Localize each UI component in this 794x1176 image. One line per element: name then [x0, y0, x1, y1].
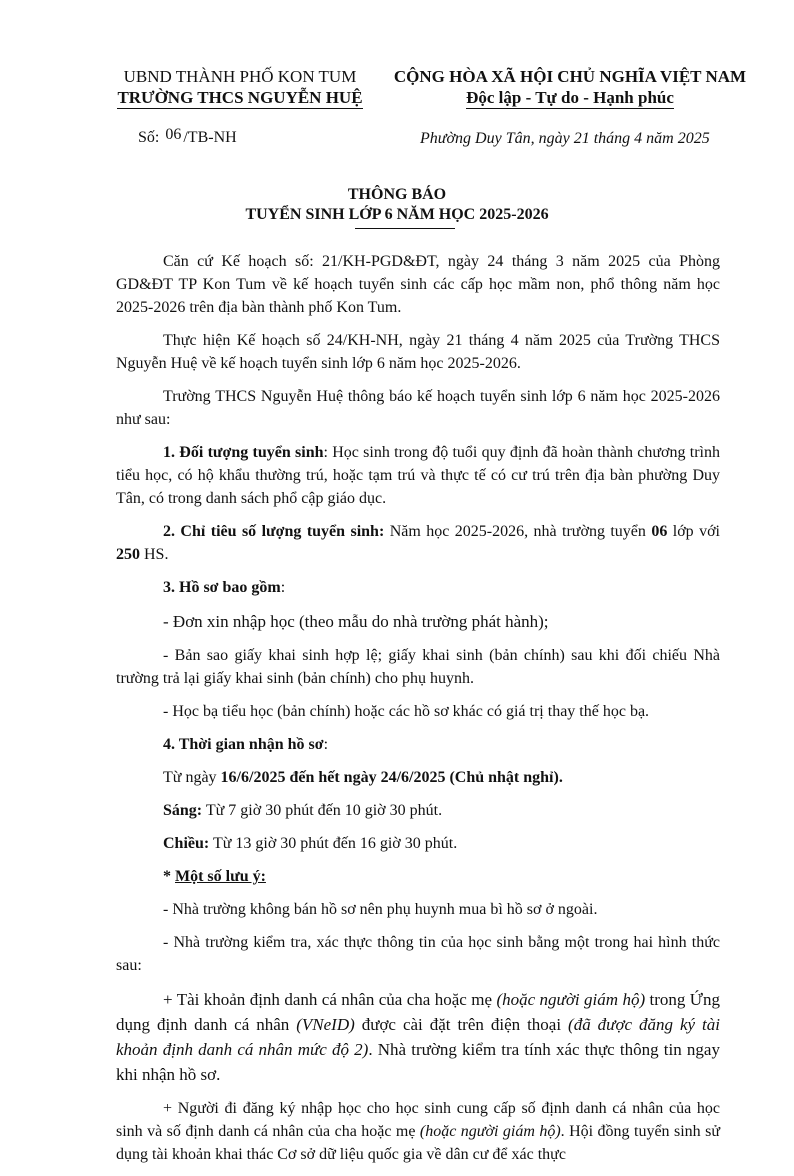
opt1-c: trong Ứng dụng định danh cá nhân	[116, 990, 721, 1034]
morning-text: Từ 7 giờ 30 phút đến 10 giờ 30 phút.	[202, 802, 443, 819]
nation-name: CỘNG HÒA XÃ HỘI CHỦ NGHĨA VIỆT NAM	[393, 67, 747, 86]
notes-heading	[116, 865, 720, 888]
afternoon-hours	[116, 832, 720, 855]
afternoon-label: Chiều:	[163, 835, 210, 852]
note-2: - Nhà trường kiểm tra, xác thực thông tin của học sinh bằng một trong hai hình thức sau:	[116, 934, 720, 974]
period-range: 16/6/2025 đến hết ngày 24/6/2025 (Chủ nhật nghỉ).	[220, 769, 563, 786]
notes-star: *	[163, 868, 175, 885]
document-body	[116, 250, 720, 1176]
doc-title: THÔNG BÁO	[347, 186, 447, 203]
notes-title: Một số lưu ý:	[175, 868, 266, 885]
school-name: TRƯỜNG THCS NGUYỄN HUỆ	[117, 88, 363, 107]
paragraph-implementation: Thực hiện Kế hoạch số 24/KH-NH, ngày 21 tháng 4 năm 2025 của Trường THCS Nguyễn Huệ về kế hoạch tuyển sinh lớp 6 năm học 2025-2026.	[116, 332, 720, 372]
section-1-text: : Học sinh trong độ tuổi quy định đã hoàn thành chương trình tiểu học, có hộ khẩu thường trú, hoặc tạm trú và thực tế có cư trú trên địa bàn phường Duy Tân, có trong danh sách phổ cập giáo dục.	[116, 444, 720, 507]
section-2-text-b: lớp với	[667, 523, 721, 540]
note-1: - Nhà trường không bán hồ sơ nên phụ huynh mua bì hồ sơ ở ngoài.	[163, 901, 598, 918]
opt1-d: (VNeID)	[296, 1015, 355, 1034]
section-eligibility	[116, 441, 720, 510]
opt1-g: . Nhà trường kiểm tra tính xác thực thông tin ngay khi nhận hồ sơ.	[116, 1040, 720, 1084]
section-4-colon: :	[323, 736, 329, 753]
doc-no-suffix: /TB-NH	[183, 129, 237, 146]
doc-no: 06	[165, 126, 182, 143]
section-time	[116, 733, 720, 756]
opt2-b: (hoặc người giám hộ)	[419, 1123, 561, 1140]
receiving-period	[116, 766, 720, 789]
section-4-heading: 4. Thời gian nhận hồ sơ	[163, 736, 324, 753]
opt2-a: + Người đi đăng ký nhập học cho học sinh cung cấp số định danh cá nhân của học sinh và số định danh cá nhân của cha hoặc mẹ	[116, 1100, 720, 1140]
opt1-f: (đã được đăng ký tài khoản định danh cá nhân mức độ 2)	[116, 1015, 720, 1059]
morning-hours	[116, 799, 720, 822]
doc-no-label: Số:	[138, 129, 160, 146]
header-right	[382, 66, 758, 109]
period-from: Từ ngày	[163, 769, 221, 786]
document-number	[138, 126, 237, 147]
section-2-text-c: HS.	[140, 546, 169, 563]
document-item-2: - Bản sao giấy khai sinh hợp lệ; giấy khai sinh (bản chính) sau khi đối chiếu Nhà trường trả lại giấy khai sinh (bản chính) cho phụ huynh.	[116, 647, 720, 687]
section-3-heading: 3. Hồ sơ bao gồm	[163, 579, 281, 596]
section-3-colon: :	[280, 579, 286, 596]
section-1-heading: 1. Đối tượng tuyển sinh	[163, 444, 324, 461]
opt1-a: + Tài khoản định danh cá nhân của cha hoặc mẹ	[163, 990, 497, 1009]
place-date: Phường Duy Tân, ngày 21 tháng 4 năm 2025	[420, 130, 710, 147]
section-2-text: Năm học 2025-2026, nhà trường tuyển	[384, 523, 652, 540]
paragraph-announcement: Trường THCS Nguyễn Huệ thông báo kế hoạch tuyển sinh lớp 6 năm học 2025-2026 như sau:	[116, 388, 720, 428]
opt2-c: . Hội đồng tuyển sinh sử dụng tài khoản khai thác Cơ sở dữ liệu quốc gia về dân cư để xác thực	[116, 1123, 720, 1163]
motto: Độc lập - Tự do - Hạnh phúc	[466, 88, 674, 107]
section-quota	[116, 520, 720, 566]
doc-subtitle: TUYỂN SINH LỚP 6 NĂM HỌC 2025-2026	[245, 206, 549, 223]
header-left	[105, 66, 375, 109]
afternoon-text: Từ 13 giờ 30 phút đến 16 giờ 30 phút.	[209, 835, 458, 852]
paragraph-basis: Căn cứ Kế hoạch số: 21/KH-PGD&ĐT, ngày 24 tháng 3 năm 2025 của Phòng GD&ĐT TP Kon Tum về kế hoạch tuyển sinh các cấp học mầm non, phổ thông năm học 2025-2026 trên địa bàn thành phố Kon Tum.	[116, 253, 720, 316]
morning-label: Sáng:	[163, 802, 203, 819]
section-2-heading: 2. Chỉ tiêu số lượng tuyển sinh:	[163, 523, 385, 540]
opt1-e: được cài đặt trên điện thoại	[354, 1015, 569, 1034]
opt1-b: (hoặc người giám hộ)	[496, 990, 646, 1009]
authority-name: UBND THÀNH PHỐ KON TUM	[123, 67, 357, 86]
student-count: 250	[116, 546, 140, 563]
option-id-number	[116, 1097, 720, 1166]
class-count: 06	[651, 523, 668, 540]
document-item-3: - Học bạ tiểu học (bản chính) hoặc các hồ sơ khác có giá trị thay thế học bạ.	[163, 703, 650, 720]
document-item-1: - Đơn xin nhập học (theo mẫu do nhà trường phát hành);	[163, 612, 549, 631]
title-underline	[355, 228, 455, 229]
section-documents	[116, 576, 720, 599]
option-vneid	[116, 987, 720, 1087]
